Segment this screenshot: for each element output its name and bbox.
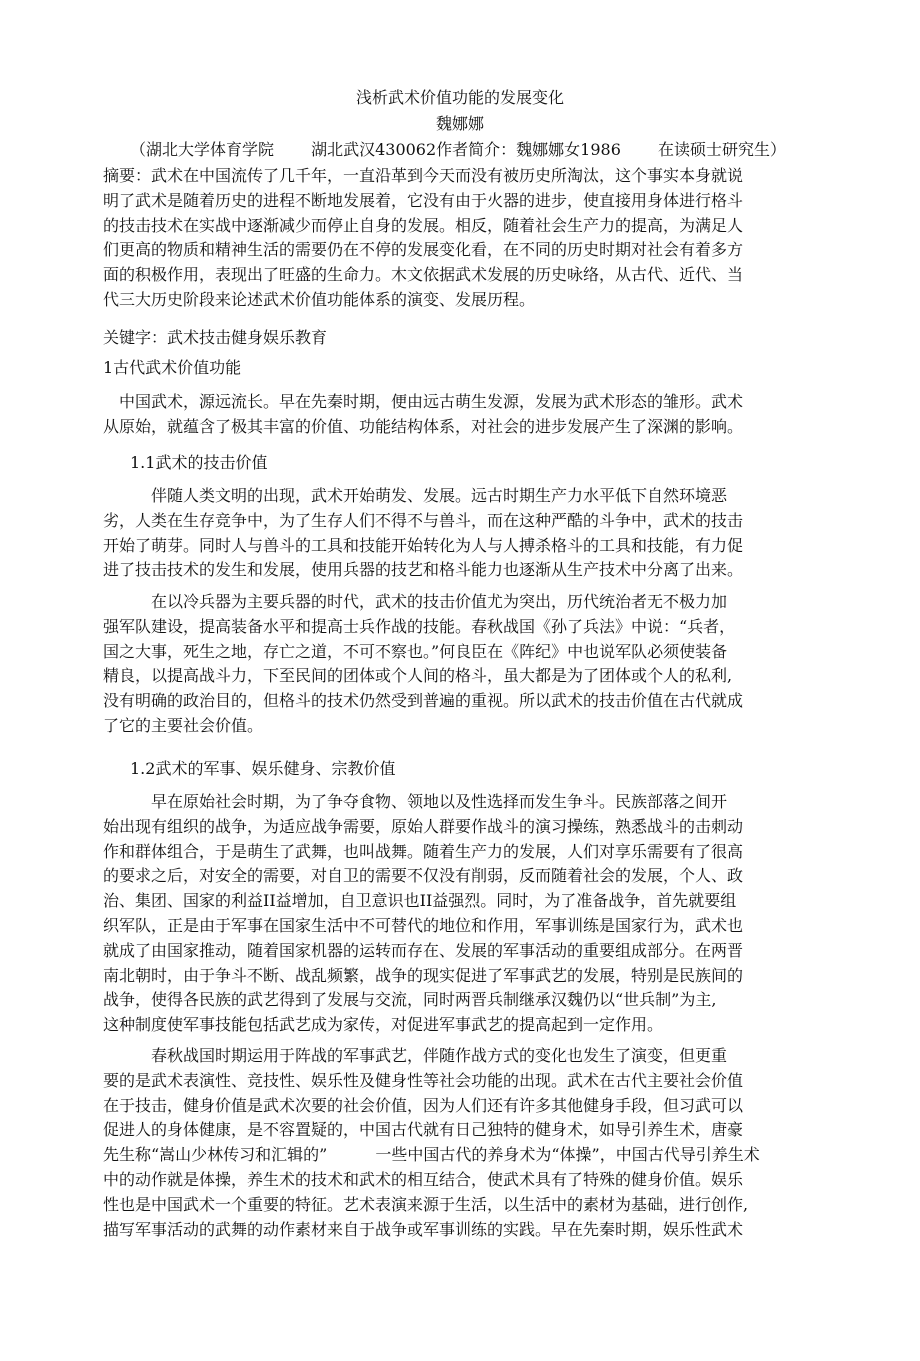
paragraph-line: 作和群体组合，于是萌生了武舞，也叫战舞。随着生产力的发展，人们对享乐需要有了很高 xyxy=(103,841,744,861)
document-title: 浅析武术价值功能的发展变化 xyxy=(355,88,564,107)
paragraph-line: 早在原始社会时期，为了争夺食物、领地以及性选择而发生争斗。民族部落之间开 xyxy=(103,792,728,811)
paragraph-line: 织军队，正是由于军事在国家生活中不可替代的地位和作用，军事训练是国家行为，武术也 xyxy=(103,915,744,935)
section-1-1-heading: 1.1武术的技击价值 xyxy=(130,453,268,472)
paragraph-line: 始出现有组织的战争，为适应战争需要，原始人群要作战斗的演习操练，熟悉战斗的击刺动 xyxy=(103,816,744,836)
section-1-2-paragraph-1 xyxy=(103,790,803,1038)
paragraph-line: 这种制度使军事技能包括武艺成为家传，对促进军事武艺的提高起到一定作用。 xyxy=(103,1015,664,1035)
abstract-line: 的技击技术在实战中逐渐减少而停止自身的发展。相反，随着社会生产力的提高，为满足人 xyxy=(103,215,744,235)
paragraph-line: 就成了由国家推动，随着国家机器的运转而存在、发展的军事活动的重要组成部分。在两晋 xyxy=(103,940,744,960)
paragraph-line: 的要求之后，对安全的需要，对自卫的需要不仅没有削弱，反而随着社会的发展，个人、政 xyxy=(103,866,744,886)
paragraph-line: 中国武术，源远流长。早在先秦时期，便由远古萌生发源，发展为武术形态的雏形。武术 xyxy=(103,392,744,411)
paragraph-line: 从原始，就蕴含了极其丰富的价值、功能结构体系，对社会的进步发展产生了深渊的影响。 xyxy=(103,416,744,436)
abstract-line: 摘要：武术在中国流传了几千年，一直沿革到今天而没有被历史所淘汰，这个事实本身就说 xyxy=(103,166,744,185)
paragraph-line: 了它的主要社会价值。 xyxy=(103,715,264,735)
paragraph-line: 南北朝时，由于争斗不断、战乱频繁，战争的现实促进了军事武艺的发展，特别是民族间的 xyxy=(103,965,744,985)
keywords: 关键字：武术技击健身娱乐教育 xyxy=(103,328,328,347)
section-1-1-paragraph-1 xyxy=(103,484,803,583)
abstract-line: 们更高的物质和精神生活的需要仍在不停的发展变化看，在不同的历史时期对社会有着多方 xyxy=(103,240,744,260)
paragraph-line: 在于技击，健身价值是武术次要的社会价值，因为人们还有许多其他健身手段，但习武可以 xyxy=(103,1095,744,1115)
paragraph-line: 国之大事，死生之地，存亡之道，不可不察也。”何良臣在《阵纪》中也说军队必须使装备 xyxy=(103,641,728,661)
abstract-line: 代三大历史阶段来论述武术价值功能体系的演变、发展历程。 xyxy=(103,289,536,309)
paragraph-line: 描写军事活动的武舞的动作素材来自于战争或军事训练的实践。早在先秦时期，娱乐性武术 xyxy=(103,1219,744,1239)
author-affiliation: （湖北大学体育学院 湖北武汉430062作者简介：魏娜娜女1986 在读硕士研究生） xyxy=(130,140,786,159)
section-1-heading: 1古代武术价值功能 xyxy=(103,358,242,377)
paragraph-line: 开始了萌芽。同时人与兽斗的工具和技能开始转化为人与人搏杀格斗的工具和技能，有力促 xyxy=(103,535,744,555)
paragraph-line: 先生称“嵩山少林传习和汇辑的” 一些中国古代的养身术为“体操”，中国古代导引养生术 xyxy=(103,1145,760,1165)
section-1-1-paragraph-2 xyxy=(103,590,803,739)
paragraph-line: 性也是中国武术一个重要的特征。艺术表演来源于生活，以生活中的素材为基础，进行创作, xyxy=(103,1194,749,1214)
paragraph-line: 精良，以提高战斗力，下至民间的团体或个人间的格斗，虽大都是为了团体或个人的私利, xyxy=(103,666,733,686)
paragraph-line: 强军队建设，提高装备水平和提高士兵作战的技能。春秋战国《孙了兵法》中说：“兵者， xyxy=(103,616,736,636)
author-name: 魏娜娜 xyxy=(435,114,484,133)
paragraph-line: 劣，人类在生存竞争中，为了生存人们不得不与兽斗，而在这种严酷的斗争中，武术的技击 xyxy=(103,510,744,530)
abstract-line: 明了武术是随着历史的进程不断地发展着，它没有由于火器的进步，使直接用身体进行格斗 xyxy=(103,190,744,210)
paragraph-line: 要的是武术表演性、竞技性、娱乐性及健身性等社会功能的出现。武术在古代主要社会价值 xyxy=(103,1070,744,1090)
abstract-line: 面的积极作用，表现出了旺盛的生命力。木文依据武术发展的历史咏络，从古代、近代、当 xyxy=(103,265,744,285)
paragraph-line: 治、集团、国家的利益II益增加，自卫意识也II益强烈。同时，为了准备战争，首先就要组 xyxy=(103,891,737,911)
section-1-2-heading: 1.2武术的军事、娱乐健身、宗教价值 xyxy=(130,759,396,778)
paragraph-line: 战争，使得各民族的武艺得到了发展与交流，同时两晋兵制继承汉魏仍以“世兵制”为主, xyxy=(103,990,717,1010)
paragraph-line: 春秋战国时期运用于阵战的军事武艺，伴随作战方式的变化也发生了演变，但更重 xyxy=(103,1046,728,1065)
section-1-intro xyxy=(103,390,803,440)
paragraph-line: 中的动作就是体操，养生术的技术和武术的相互结合，使武术具有了特殊的健身价值。娱乐 xyxy=(103,1169,744,1189)
section-1-2-paragraph-2 xyxy=(103,1044,803,1242)
abstract xyxy=(103,164,803,313)
paragraph-line: 促进人的身体健康，是不容置疑的，中国古代就有日己独特的健身术，如导引养生术，唐豪 xyxy=(103,1120,744,1140)
paragraph-line: 伴随人类文明的出现，武术开始萌发、发展。远古时期生产力水平低下自然环境恶 xyxy=(103,486,728,505)
paragraph-line: 没有明确的政治目的，但格斗的技术仍然受到普遍的重视。所以武术的技击价值在古代就成 xyxy=(103,691,744,711)
paragraph-line: 进了技击技术的发生和发展，使用兵器的技艺和格斗能力也逐渐从生产技术中分离了出来。 xyxy=(103,560,744,580)
paragraph-line: 在以冷兵器为主要兵器的时代，武术的技击价值尤为突出，历代统治者无不极力加 xyxy=(103,592,728,611)
